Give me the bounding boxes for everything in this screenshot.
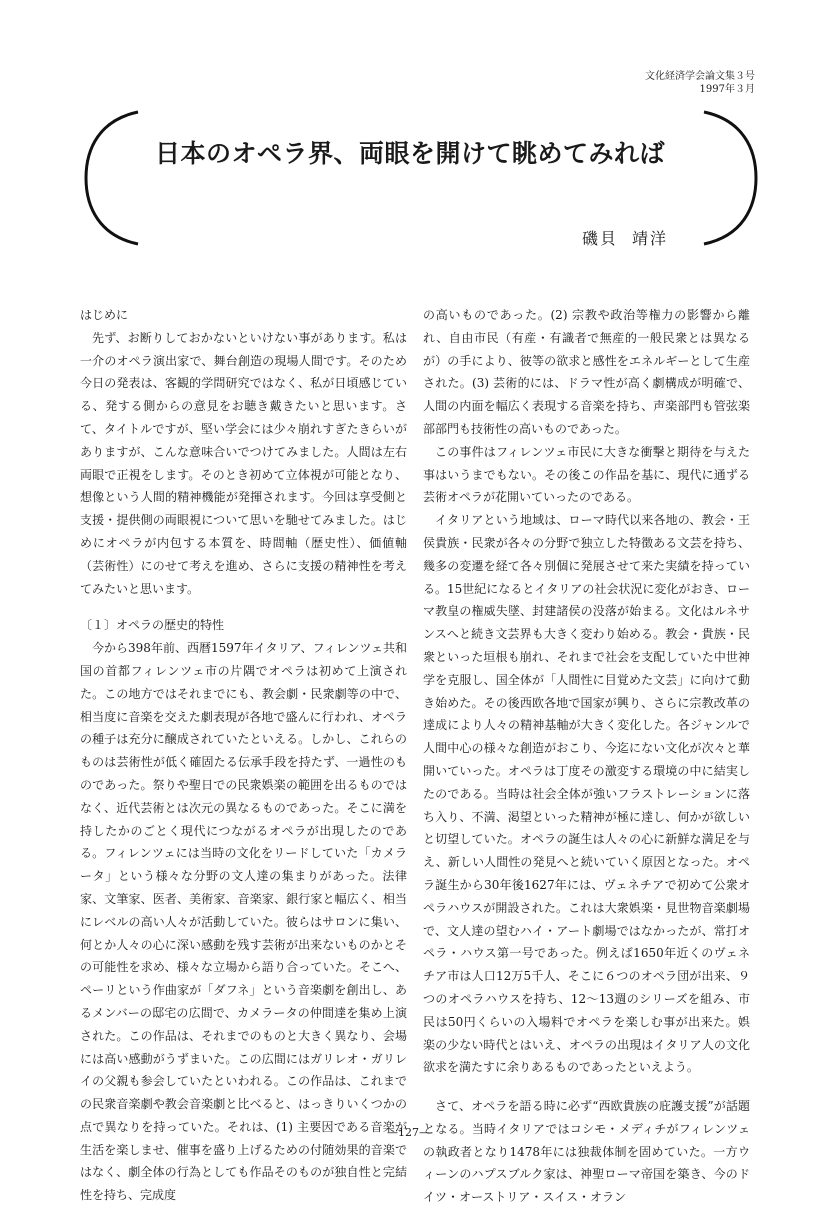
- paragraph-continued: の高いものであった。(2) 宗教や政治等権力の影響から離れ、自由市民（有産・有識者で無産的一般民衆とは異なるが）の手により、彼等の欲求と感性をエネルギーとして生産された。(3) 芸術的には、ドラマ性が高く劇構成が明確で、人間の内面を幅広く表現する音楽を持ち、声楽部門も管弦楽部部門も技術性の高いものであった。: [423, 308, 750, 436]
- right-column: [423, 304, 750, 1209]
- paragraph-italy-history: イタリアという地域は、ローマ時代以来各地の、教会・王侯貴族・民衆が各々の分野で独立した特徴ある文芸を持ち、幾多の変遷を経て各々別個に発展させて来た実績を持っている。15世紀になるとイタリアの社会状況に変化がおき、ローマ教皇の権威失墜、封建諸侯の没落が始まる。文化はルネサンスへと続き文芸界も大きく変わり始める。教会・貴族・民衆といった垣根も崩れ、それまで社会を支配していた中世神学を克服し、国全体が「人間性に目覚めた文芸」に向けて動き始めた。その後西欧各地で国家が興り、さらに宗教改革の達成により人々の精神基軸が大きく変化した。各ジャンルで人間中心の様々な創造がおこり、今迄にない文化が次々と華開いていった。オペラは丁度その激変する環境の中に結実したのである。当時は社会全体が強いフラストレーションに落ち入り、不満、渇望といった精神が極に達し、何かが欲しいと切望していた。オペラの誕生は人々の心に新鮮な満足を与え、新しい人間性の発見へと続いていく原因となった。オペラ誕生から30年後1627年には、ヴェネチアで初めて公衆オペラハウスが開設された。これは大衆娯楽・見世物音楽劇場で、文人達の望むハイ・アート劇場ではなかったが、常打オペラ・ハウス第一号であった。例えば1650年近くのヴェネチア市は人口12万5千人、そこに６つのオペラ団が出来、９つのオペラハウスを持ち、12～13週のシリーズを組み、市民は50円くらいの入場料でオペラを楽しむ事が出来た。娯楽の少ない時代とはいえ、オペラの出現はイタリア人の文化欲求を満たすに余りあるものであったといえよう。: [423, 513, 750, 1075]
- journal-info: [645, 70, 755, 96]
- journal-name: 文化経済学会論文集３号: [645, 71, 755, 82]
- section1-heading: 〔１〕オペラの歴史的特性: [80, 618, 225, 633]
- journal-date: 1997年３月: [699, 84, 755, 95]
- intro-heading: はじめに: [80, 308, 129, 322]
- paragraph-florence-impact: この事件はフィレンツェ市民に大きな衝撃と期待を与えた事はいうまでもない。その後この作品を基に、現代に通ずる芸術オペラが花開いていったのである。: [423, 444, 750, 505]
- section1-paragraph: 今から398年前、西暦1597年イタリア、フィレンツェ共和国の首都フィレンツェ市の片隅でオペラは初めて上演された。この地方ではそれまでにも、教会劇・民衆劇等の中で、相当度に音楽を交えた劇表現が各地で盛んに行われ、オペラの種子は充分に醸成されていたといえる。しかし、これらのものは芸術性が低く確固たる伝承手段を持たず、一過性のものであった。祭りや聖日での民衆娯楽の範囲を出るものではなく、近代芸術とは次元の異なるものであった。そこに満を持したかのごとく現代につながるオペラが出現したのである。フィレンツェには当時の文化をリードしていた「カメラータ」という様々な分野の文人達の集まりがあった。法律家、文筆家、医者、美術家、音楽家、銀行家と幅広く、相当にレベルの高い人々が活動していた。彼らはサロンに集い、何とか人々の心に深い感動を残す芸術が出来ないものかとその可能性を求め、様々な立場から語り合っていた。そこへ、ペーリという作曲家が「ダフネ」という音楽劇を創出し、あるメンバーの邸宅の広間で、カメラータの仲間達を集め上演された。この作品は、それまでのものと大きく異なり、会場には高い感動がうずまいた。この広間にはガリレオ・ガリレイの父親も参会していたといわれる。この作品は、これまでの民衆音楽劇や教会音楽劇と比べると、はっきりいくつかの点で異なりを持っていた。それは、(1) 主要因である音楽が生活を楽しませ、催事を盛り上げるための付随効果的音楽ではなく、劇全体の行為としても作品そのものが独自性と完結性を持ち、完成度: [80, 641, 407, 1203]
- paragraph-patronage: さて、オペラを語る時に必ず“西欧貴族の庇護支援”が話題となる。当時イタリアではコシモ・メディチがフィレンツェの執政者となり1478年には独裁体制を固めていた。一方ウィーンのハプスブルク家は、神聖ローマ帝国を築き、今のドイツ・オーストリア・スイス・オラン: [423, 1099, 750, 1205]
- left-column: [80, 304, 407, 1207]
- author-given-name: 靖洋: [632, 229, 669, 248]
- author-family-name: 磯貝: [582, 229, 619, 248]
- left-bracket-icon: [80, 108, 140, 248]
- right-bracket-icon: [702, 108, 762, 248]
- page-title: 日本のオペラ界、両眼を開けて眺めてみれば: [154, 138, 665, 168]
- author-name: [582, 226, 668, 249]
- page-number: —127—: [387, 1126, 430, 1139]
- intro-paragraph: 先ず、お断りしておかないといけない事があります。私は一介のオペラ演出家で、舞台創造の現場人間です。そのため今日の発表は、客観的学問研究ではなく、私が日頃感じている、発する側からの意見をお聴き戴きたいと思います。さて、タイトルですが、堅い学会には少々崩れすぎたきらいがありますが、こんな意味合いでつけてみました。人間は左右両眼で正視をします。そのとき初めて立体視が可能となり、想像という人間的精神機能が発揮されます。今回は享受側と支援・提供側の両眼視について思いを馳せてみました。はじめにオペラが内包する本質を、時間軸（歴史性）、価値軸（芸術性）にのせて考えを進め、さらに支援の精神性を考えてみたいと思います。: [80, 330, 407, 596]
